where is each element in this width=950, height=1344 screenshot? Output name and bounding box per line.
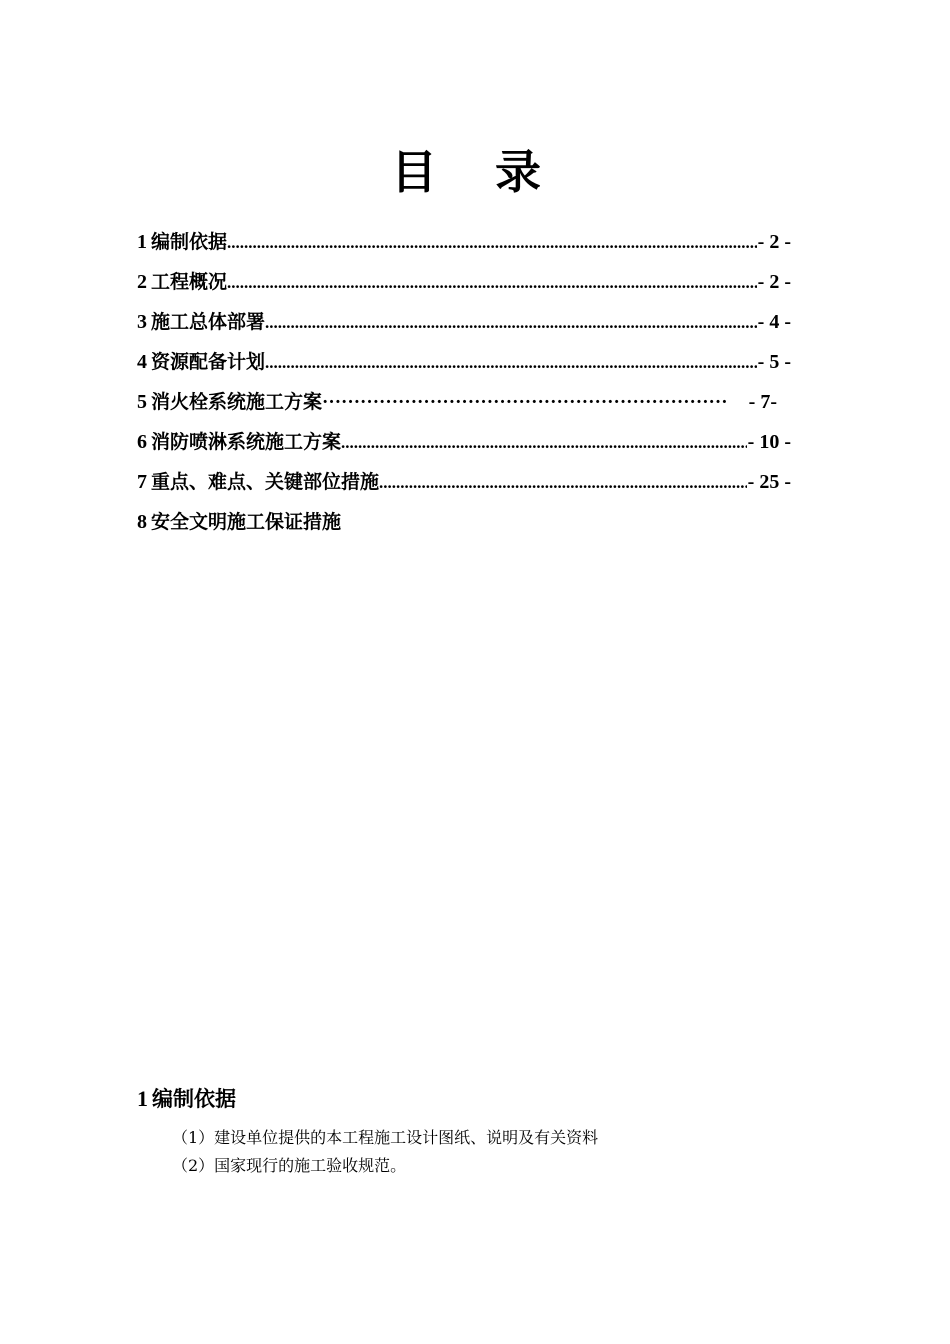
body-paragraph: （2）国家现行的施工验收规范。 [172,1156,407,1175]
toc-entry-page: - 4 - [757,311,791,333]
toc-entry-page: - 25 - [747,471,791,493]
toc-dot-leader [379,467,747,499]
toc-entry[interactable] [137,426,791,466]
toc-dot-leader [322,387,727,419]
toc-entry-number: 4 [137,351,147,373]
toc-entry-page: - 7- [748,391,777,413]
toc-entry-number: 6 [137,431,147,453]
section-heading-text: 编制依据 [152,1087,236,1111]
section-heading-number: 1 [137,1086,148,1111]
toc-entry-label: 工程概况 [151,271,228,293]
toc-entry-page: - 2 - [757,231,791,253]
toc-entry-number: 3 [137,311,147,333]
toc-entry-label: 消防喷淋系统施工方案 [151,431,342,453]
body-paragraph: （1）建设单位提供的本工程施工设计图纸、说明及有关资料 [172,1128,599,1147]
toc-list [137,226,791,546]
toc-title: 目录 [391,145,599,199]
toc-entry-number: 2 [137,271,147,293]
toc-entry-page: - 2 - [757,271,791,293]
toc-entry-label: 编制依据 [151,231,228,253]
toc-entry-page: - 5 - [757,351,791,373]
section-body [172,1124,598,1180]
toc-dot-leader [265,307,757,339]
toc-entry[interactable] [137,346,791,386]
toc-entry[interactable] [137,226,791,266]
toc-entry[interactable] [137,306,791,346]
section-heading [137,1082,236,1116]
toc-entry-label: 重点、难点、关键部位措施 [151,471,380,493]
toc-entry[interactable] [137,386,791,426]
toc-entry-label: 施工总体部署 [151,311,266,333]
toc-dot-leader [341,427,747,459]
toc-entry[interactable] [137,506,791,546]
toc-entry-number: 8 [137,511,147,533]
toc-entry-number: 5 [137,391,147,413]
toc-dot-leader [227,267,757,299]
toc-entry-number: 1 [137,231,147,253]
toc-entry-label: 安全文明施工保证措施 [151,511,342,533]
toc-entry-label: 消火栓系统施工方案 [151,391,323,413]
toc-dot-leader [227,227,757,259]
toc-entry[interactable] [137,466,791,506]
toc-entry-number: 7 [137,471,147,493]
toc-entry-page: - 10 - [747,431,791,453]
toc-dot-leader [265,347,757,379]
toc-entry-label: 资源配备计划 [151,351,266,373]
toc-entry[interactable] [137,266,791,306]
